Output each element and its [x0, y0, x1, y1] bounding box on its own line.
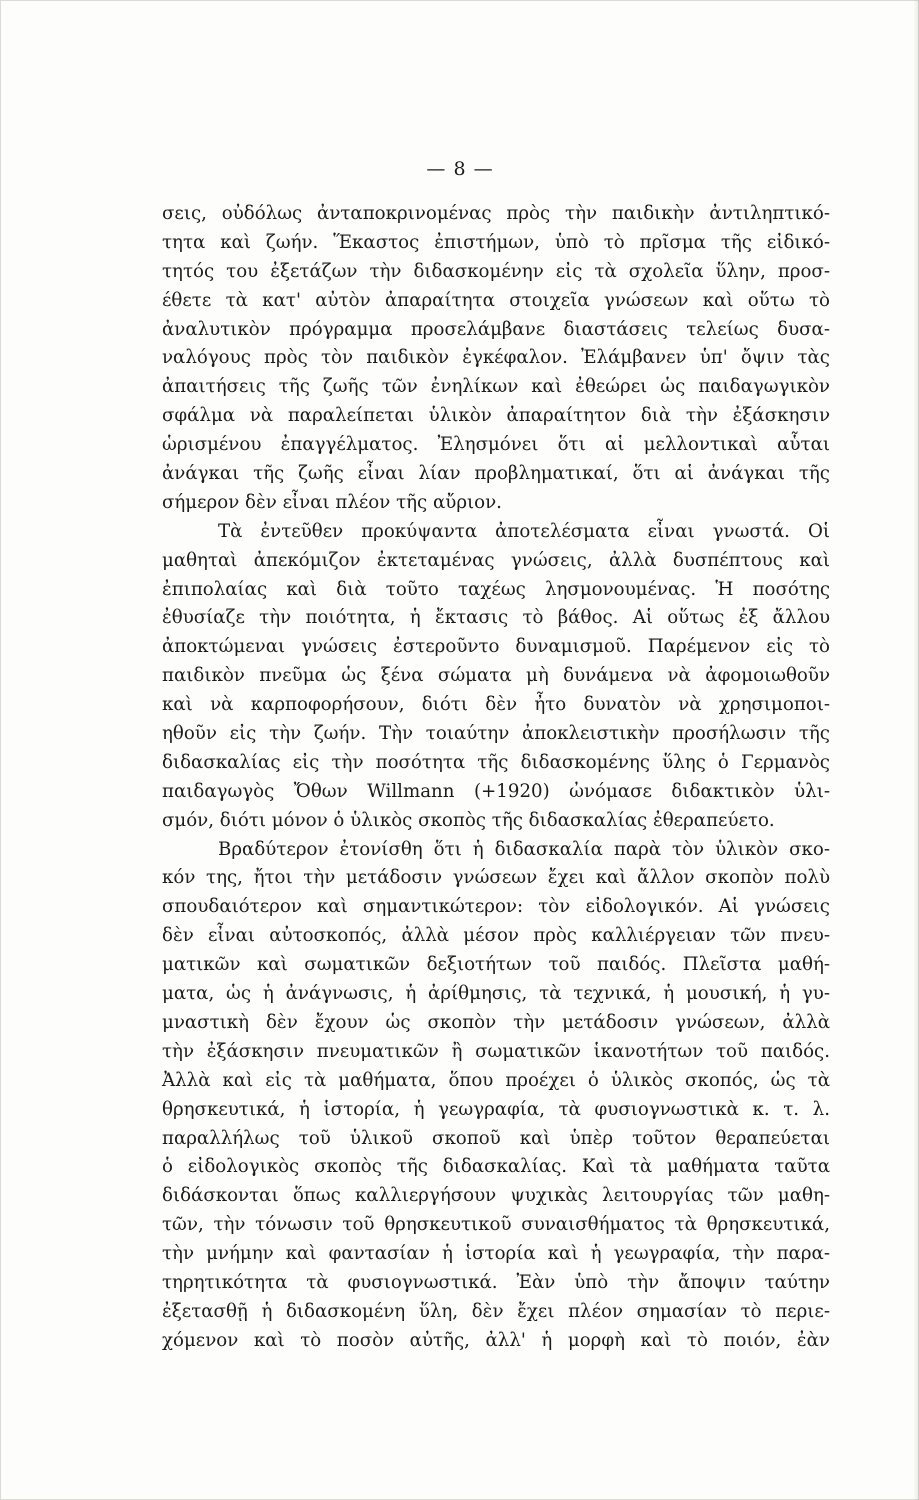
text-line: σπουδαιότερον καὶ σημαντικώτερον: τὸν εἰδολογικόν. Αἱ γνώσεις	[162, 896, 830, 918]
text-line: μαθηταὶ ἀπεκόμιζον ἐκτεταμένας γνώσεις, ἀλλὰ δυσπέπτους καὶ	[162, 549, 830, 571]
paragraph-start-line: Τὰ ἐντεῦθεν προκύψαντα ἀποτελέσματα εἶναι γνωστά. Οἱ	[218, 520, 830, 542]
text-line: τῶν, τὴν τόνωσιν τοῦ θρησκευτικοῦ συναισθήματος τὰ θρησκευτικά,	[162, 1214, 830, 1236]
text-line: χόμενον καὶ τὸ ποσὸν αὐτῆς, ἀλλ' ἡ μορφὴ καὶ τὸ ποιόν, ἐὰν	[162, 1329, 830, 1351]
text-line: τὴν ἐξάσκησιν πνευματικῶν ἢ σωματικῶν ἱκανοτήτων τοῦ παιδός.	[162, 1040, 830, 1062]
text-line: ἀναλυτικὸν πρόγραμμα προσελάμβανε διαστάσεις τελείως δυσα-	[162, 318, 830, 340]
text-line: σεις, οὐδόλως ἀνταποκρινομένας πρὸς τὴν παιδικὴν ἀντιληπτικό-	[162, 203, 830, 224]
text-line: ναλόγους πρὸς τὸν παιδικὸν ἐγκέφαλον. Ἐλάμβανεν ὑπ' ὄψιν τὰς	[162, 347, 830, 369]
body-text	[162, 200, 830, 1356]
text-line: καὶ νὰ καρποφορήσουν, διότι δὲν ἦτο δυνατὸν νὰ χρησιμοποι-	[162, 694, 830, 716]
text-line: ὁ εἰδολογικὸς σκοπὸς τῆς διδασκαλίας. Καὶ τὰ μαθήματα ταῦτα	[162, 1156, 830, 1178]
page-edge-shadow	[913, 0, 919, 1500]
text-line: κόν της, ἤτοι τὴν μετάδοσιν γνώσεων ἔχει καὶ ἄλλον σκοπὸν πολὺ	[162, 867, 830, 889]
text-line: ἐξετασθῇ ἡ διδασκομένη ὕλη, δὲν ἔχει πλέον σημασίαν τὸ περιε-	[162, 1300, 830, 1322]
text-line: δὲν εἶναι αὐτοσκοπός, ἀλλὰ μέσον πρὸς καλλιέργειαν τῶν πνευ-	[162, 925, 830, 947]
text-line: παιδικὸν πνεῦμα ὡς ξένα σώματα μὴ δυνάμενα νὰ ἀφομοιωθοῦν	[162, 665, 830, 687]
text-line: τὴν μνήμην καὶ φαντασίαν ἡ ἱστορία καὶ ἡ γεωγραφία, τὴν παρα-	[162, 1243, 830, 1265]
text-line: ματα, ὡς ἡ ἀνάγνωσις, ἡ ἀρίθμησις, τὰ τεχνικά, ἡ μουσική, ἡ γυ-	[162, 983, 830, 1005]
text-line: παραλλήλως τοῦ ὑλικοῦ σκοποῦ καὶ ὑπὲρ τοῦτον θεραπεύεται	[162, 1127, 830, 1149]
text-line: ἀποκτώμεναι γνώσεις ἐστεροῦντο δυναμισμοῦ. Παρέμενον εἰς τὸ	[162, 636, 830, 658]
page-number: — 8 —	[426, 158, 494, 180]
text-line: διδασκαλίας εἰς τὴν ποσότητα τῆς διδασκομένης ὕλης ὁ Γερμανὸς	[162, 751, 830, 773]
paragraph-start-line: Βραδύτερον ἐτονίσθη ὅτι ἡ διδασκαλία παρὰ τὸν ὑλικὸν σκο-	[218, 838, 830, 860]
text-line: διδάσκονται ὅπως καλλιεργήσουν ψυχικὰς λειτουργίας τῶν μαθη-	[162, 1185, 830, 1207]
text-line: σφάλμα νὰ παραλείπεται ὑλικὸν ἀπαραίτητον διὰ τὴν ἐξάσκησιν	[162, 405, 830, 427]
text-line: ὡρισμένου ἐπαγγέλματος. Ἐλησμόνει ὅτι αἱ μελλοντικαὶ αὗται	[162, 434, 830, 456]
text-line: θρησκευτικά, ἡ ἱστορία, ἡ γεωγραφία, τὰ φυσιογνωστικὰ κ. τ. λ.	[162, 1098, 830, 1120]
text-line: ματικῶν καὶ σωματικῶν δεξιοτήτων τοῦ παιδός. Πλεῖστα μαθή-	[162, 954, 830, 976]
text-line: ἐθυσίαζε τὴν ποιότητα, ἡ ἔκτασις τὸ βάθος. Αἱ οὕτως ἐξ ἄλλου	[162, 607, 830, 629]
text-line: ηθοῦν εἰς τὴν ζωήν. Τὴν τοιαύτην ἀποκλειστικὴν προσήλωσιν τῆς	[162, 723, 830, 745]
text-line: τητα καὶ ζωήν. Ἕκαστος ἐπιστήμων, ὑπὸ τὸ πρῖσμα τῆς εἰδικό-	[162, 231, 830, 253]
text-line: τηρητικότητα τὰ φυσιογνωστικά. Ἐὰν ὑπὸ τὴν ἄποψιν ταύτην	[162, 1271, 830, 1293]
text-line: παιδαγωγὸς Ὄθων Willmann (+1920) ὠνόμασε διδακτικὸν ὑλι-	[162, 780, 830, 802]
paragraph-end-line: σμόν, διότι μόνον ὁ ὑλικὸς σκοπὸς τῆς διδασκαλίας ἐθεραπεύετο.	[162, 809, 775, 831]
text-line: ἐπιπολαίας καὶ διὰ τοῦτο ταχέως λησμονουμένας. Ἡ ποσότης	[162, 578, 830, 600]
paragraph-end-line: σήμερον δὲν εἶναι πλέον τῆς αὔριον.	[162, 491, 502, 513]
text-line: ἀπαιτήσεις τῆς ζωῆς τῶν ἐνηλίκων καὶ ἐθεώρει ὡς παιδαγωγικὸν	[162, 376, 830, 398]
text-line: έθετε τὰ κατ' αὐτὸν ἀπαραίτητα στοιχεῖα γνώσεων καὶ οὕτω τὸ	[162, 289, 830, 311]
text-line: ἀνάγκαι τῆς ζωῆς εἶναι λίαν προβληματικαί, ὅτι αἱ ἀνάγκαι τῆς	[162, 463, 830, 485]
text-line: τητός του ἐξετάζων τὴν διδασκομένην εἰς τὰ σχολεῖα ὕλην, προσ-	[162, 260, 830, 282]
text-line: μναστικὴ δὲν ἔχουν ὡς σκοπὸν τὴν μετάδοσιν γνώσεων, ἀλλὰ	[162, 1011, 830, 1033]
text-line: Ἀλλὰ καὶ εἰς τὰ μαθήματα, ὅπου προέχει ὁ ὑλικὸς σκοπός, ὡς τὰ	[162, 1069, 830, 1091]
